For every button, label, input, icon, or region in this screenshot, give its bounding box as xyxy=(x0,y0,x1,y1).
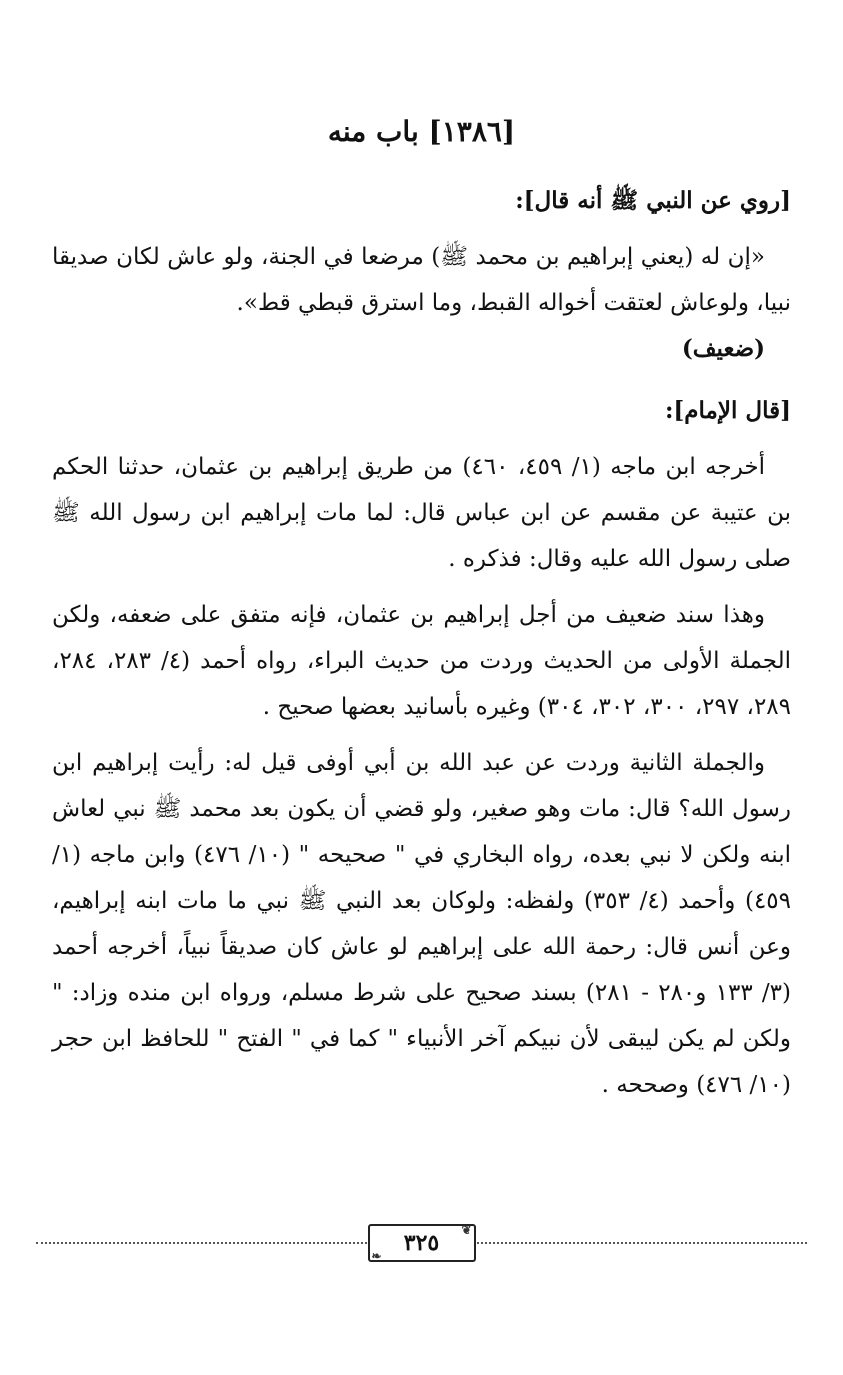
page-number-box xyxy=(368,1224,476,1262)
ornament-icon: ❦ xyxy=(461,1223,472,1237)
grade-label: (ضعيف) xyxy=(681,335,765,362)
page-footer xyxy=(36,1222,807,1262)
chapter-title: [١٣٨٦] باب منه xyxy=(327,115,516,148)
commentary-paragraph-3: والجملة الثانية وردت عن عبد الله بن أبي أوفى قيل له: رأيت إبراهيم ابن رسول الله؟ قال: مات وهو صغير، ولو قضي أن يكون بعد محمد ﷺ نبي لعاش ابنه ولكن لا نبي بعده، رواه البخاري في " صحيحه " (١٠/ ٤٧٦) وابن ماجه (١/ ٤٥٩) وأحمد (٤/ ٣٥٣) ولفظه: ولوكان بعد النبي ﷺ نبي ما مات ابنه إبراهيم، وعن أنس قال: رحمة الله على إبراهيم لو عاش كان صديقاً نبياً، أخرجه أحمد (٣/ ١٣٣ و٢٨٠ - ٢٨١) بسند صحيح على شرط مسلم، ورواه ابن منده وزاد: " ولكن لم يكن ليبقى لأن نبيكم آخر الأنبياء " كما في " الفتح " للحافظ ابن حجر (١٠/ ٤٧٦) وصححه . xyxy=(52,750,792,1098)
imam-heading: [قال الإمام]: xyxy=(664,397,791,424)
ornament-icon: ❧ xyxy=(371,1249,382,1263)
commentary-paragraph-1: أخرجه ابن ماجه (١/ ٤٥٩، ٤٦٠) من طريق إبراهيم بن عثمان، حدثنا الحكم بن عتيبة عن مقسم عن ابن عباس قال: لما مات إبراهيم ابن رسول الله ﷺ صلى رسول الله عليه وقال: فذكره . xyxy=(52,454,791,572)
commentary-paragraph-2: وهذا سند ضعيف من أجل إبراهيم بن عثمان، فإنه متفق على ضعفه، ولكن الجملة الأولى من الحديث وردت من حديث البراء، رواه أحمد (٤/ ٢٨٣، ٢٨٤، ٢٨٩، ٢٩٧، ٣٠٠، ٣٠٢، ٣٠٤) وغيره بأسانيد بعضها صحيح . xyxy=(52,602,792,720)
page-content xyxy=(52,178,791,1108)
hadith-text: «إن له (يعني إبراهيم بن محمد ﷺ) مرضعا في الجنة، ولو عاش لكان صديقا نبيا، ولوعاش لعتقت أخواله القبط، وما استرق قبطي قط». xyxy=(52,244,791,316)
page-number: ٣٢٥ xyxy=(403,1230,440,1256)
narration-heading: [روي عن النبي ﷺ أنه قال]: xyxy=(515,187,791,214)
